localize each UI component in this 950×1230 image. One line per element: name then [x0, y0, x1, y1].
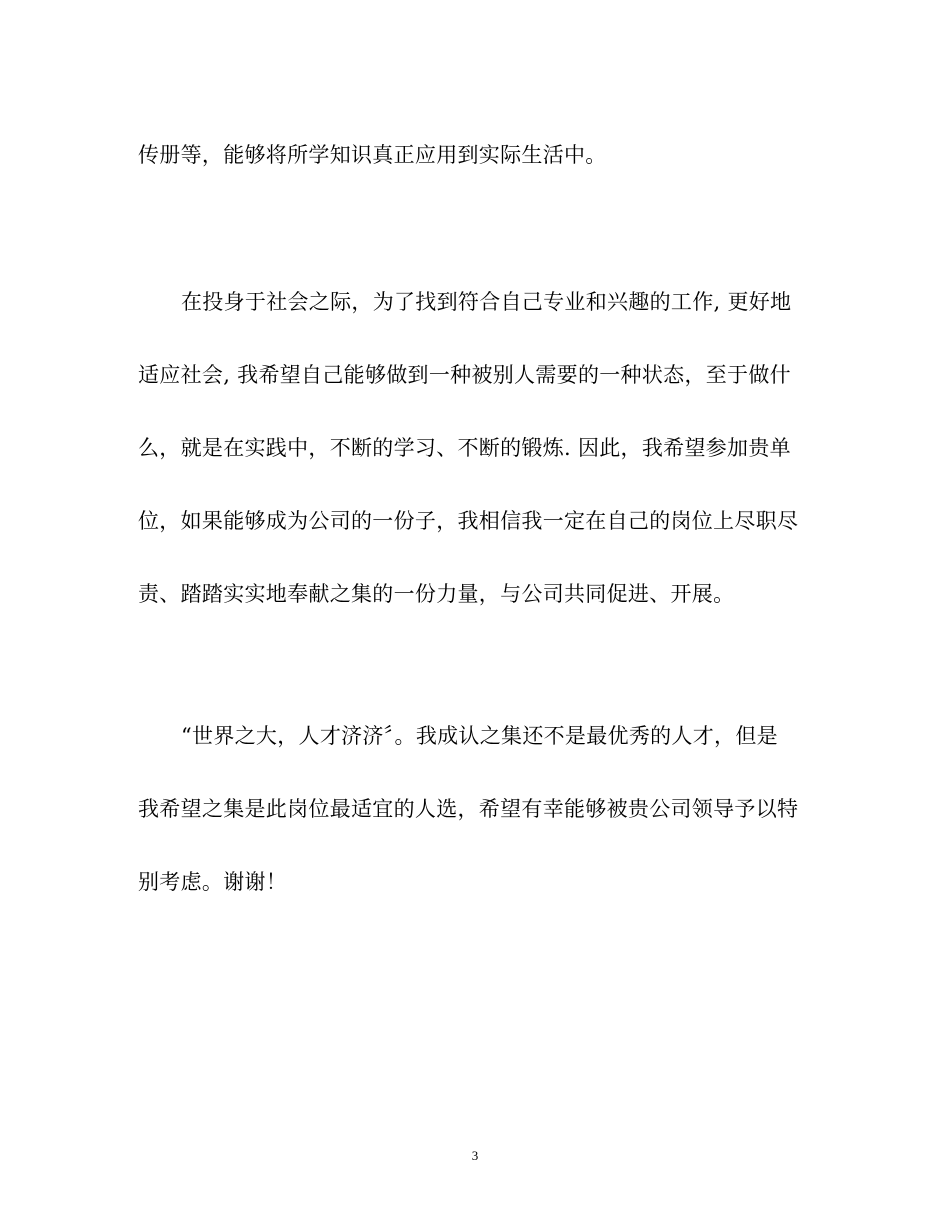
- paragraph-2-line-4: 位，如果能够成为公司的一份子，我相信我一定在自己的岗位上尽职尽: [138, 509, 799, 533]
- paragraph-3-line-2: 我希望之集是此岗位最适宜的人选，希望有幸能够被贵公司领导予以特: [138, 797, 799, 821]
- paragraph-3-line-1: “世界之大，人才济济〞。我成认之集还不是最优秀的人才，但是: [181, 724, 778, 748]
- page-number: 3: [471, 1148, 479, 1163]
- paragraph-3-line-3: 别考虑。谢谢！: [138, 870, 288, 894]
- paragraph-1-line-1: 传册等，能够将所学知识真正应用到实际生活中。: [138, 143, 607, 167]
- paragraph-2-line-5: 责、踏踏实实地奉献之集的一份力量，与公司共同促进、开展。: [138, 582, 735, 606]
- paragraph-2-line-1: 在投身于社会之际，为了找到符合自己专业和兴趣的工作, 更好地: [181, 290, 792, 314]
- paragraph-2-line-2: 适应社会, 我希望自己能够做到一种被别人需要的一种状态，至于做什: [138, 363, 791, 387]
- paragraph-2-line-3: 么，就是在实践中，不断的学习、不断的锻炼. 因此，我希望参加贵单: [138, 436, 791, 460]
